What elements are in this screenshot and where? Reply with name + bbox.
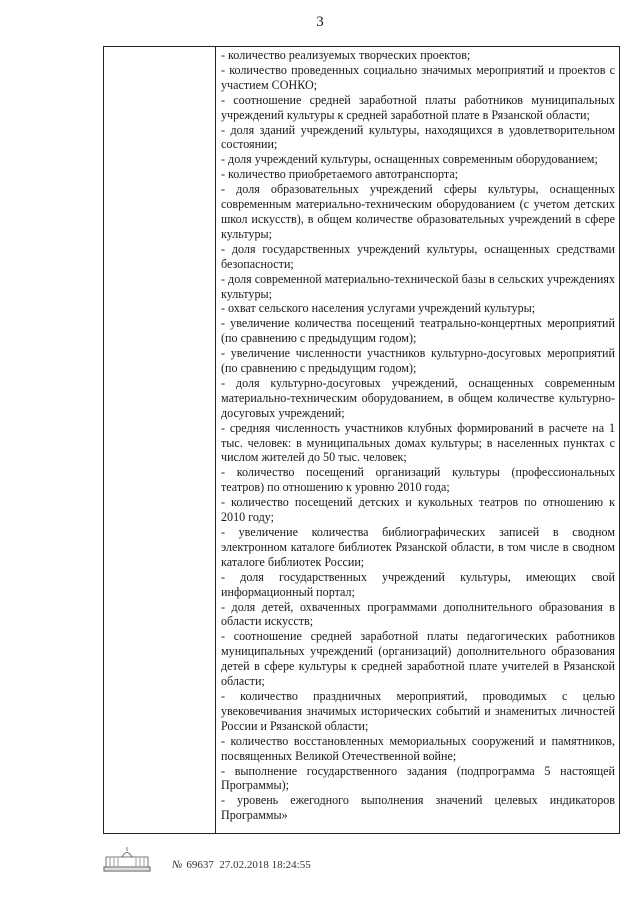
list-item: - доля современной материально-технической базы в сельских учреждениях культуры; xyxy=(221,271,615,301)
list-item: - количество приобретаемого автотранспорта; xyxy=(221,167,459,182)
list-item: - количество праздничных мероприятий, проводимых с целью увековечивания значимых исторических событий и знаменитых личностей России и Рязанской области; xyxy=(221,688,615,733)
list-item: - соотношение средней заработной платы педагогических работников муниципальных учреждений (организаций) дополнительного образования детей в сфере культуры к средней заработной плате учителей в Рязанской области; xyxy=(221,629,615,689)
doc-timestamp: 27.02.2018 18:24:55 xyxy=(219,859,311,871)
list-item: - доля зданий учреждений культуры, находящихся в удовлетворительном состоянии; xyxy=(221,122,615,152)
list-item: - доля образовательных учреждений сферы культуры, оснащенных современным материально-техническим оборудованием (с учетом детских школ искусств), в общем количестве образовательных учреждений в сфере культуры; xyxy=(221,182,615,241)
document-stamp xyxy=(172,859,311,871)
footer xyxy=(102,845,311,873)
list-item: - количество проведенных социально значимых мероприятий и проектов с участием СОНКО; xyxy=(221,62,615,92)
page-number: 3 xyxy=(316,14,324,30)
list-item: - увеличение численности участников культурно-досуговых мероприятий (по сравнению с предыдущим годом); xyxy=(221,346,615,376)
list-item: - увеличение количества посещений театрально-концертных мероприятий (по сравнению с предыдущим годом); xyxy=(221,316,615,346)
list-item: - доля учреждений культуры, оснащенных современным оборудованием; xyxy=(221,152,598,167)
list-item: - выполнение государственного задания (подпрограмма 5 настоящей Программы); xyxy=(221,763,615,793)
list-item: - соотношение средней заработной платы работников муниципальных учреждений культуры к средней заработной плате в Рязанской области; xyxy=(221,92,615,122)
table-right-column xyxy=(216,47,619,833)
list-item: - доля государственных учреждений культуры, оснащенных средствами безопасности; xyxy=(221,241,615,271)
doc-number-prefix: № xyxy=(172,859,183,871)
list-item: - количество реализуемых творческих проектов; xyxy=(221,48,471,62)
list-item: - средняя численность участников клубных формирований в расчете на 1 тыс. человек: в муниципальных домах культуры; в населенных пунктах с числом жителей до 50 тыс. человек; xyxy=(221,420,615,465)
list-item: - охват сельского населения услугами учреждений культуры; xyxy=(221,301,536,316)
list-item: - количество посещений детских и кукольных театров по отношению к 2010 году; xyxy=(221,495,615,525)
list-item: - количество восстановленных мемориальных сооружений и памятников, посвященных Великой Отечественной войне; xyxy=(221,733,615,763)
list-item: - количество посещений организаций культуры (профессиональных театров) по отношению к уровню 2010 года; xyxy=(221,465,615,495)
government-building-logo-icon xyxy=(102,845,152,873)
list-item: - увеличение количества библиографических записей в сводном электронном каталоге библиотек Рязанской области, в том числе в сводном каталоге библиотек России; xyxy=(221,525,615,569)
list-item: - доля культурно-досуговых учреждений, оснащенных современным материально-техническим оборудованием, в общем количестве культурно-досуговых учреждений; xyxy=(221,375,615,420)
list-item: - доля государственных учреждений культуры, имеющих свой информационный портал; xyxy=(221,569,615,599)
list-item: - уровень ежегодного выполнения значений целевых индикаторов Программы» xyxy=(221,793,615,823)
document-table xyxy=(103,46,620,834)
doc-number: 69637 xyxy=(186,859,214,871)
table-left-column xyxy=(104,47,216,833)
list-item: - доля детей, охваченных программами дополнительного образования в области искусств; xyxy=(221,599,615,629)
